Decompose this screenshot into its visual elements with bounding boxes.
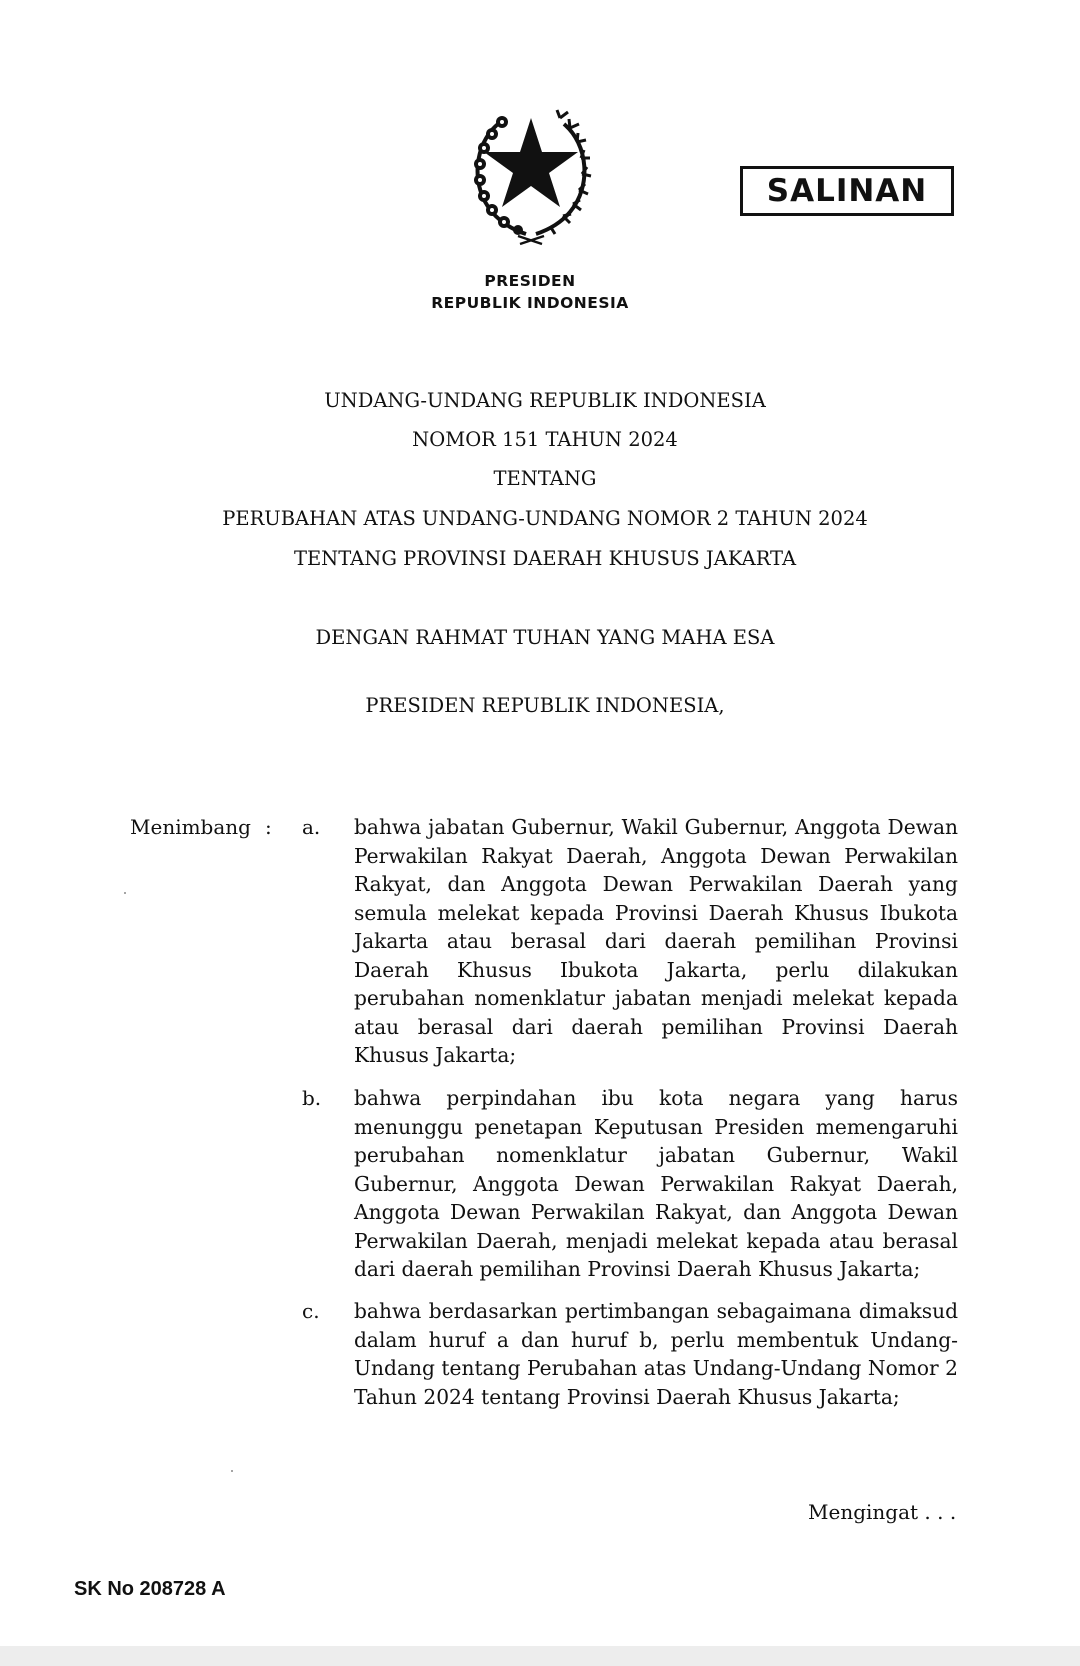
- considerations-label: Menimbang: [130, 815, 251, 839]
- copy-stamp: SALINAN: [740, 166, 954, 216]
- law-about: TENTANG: [493, 467, 597, 490]
- presidential-emblem-icon: [456, 100, 606, 250]
- scan-speck: [124, 892, 126, 894]
- considerations-colon: :: [265, 815, 272, 839]
- item-letter-a: a.: [302, 815, 321, 839]
- org-name-line1: PRESIDEN: [484, 272, 576, 290]
- law-subject-line2: TENTANG PROVINSI DAERAH KHUSUS JAKARTA: [293, 547, 797, 570]
- consideration-item-c: bahwa berdasarkan pertimbangan sebagaimana dimaksud dalam huruf a dan huruf b, perlu membentuk Undang-Undang tentang Perubahan atas Undang-Undang Nomor 2 Tahun 2024 tentang Provinsi Daerah Khusus Jakarta;: [354, 1299, 958, 1409]
- issuer: PRESIDEN REPUBLIK INDONESIA,: [365, 694, 725, 717]
- scan-speck: [231, 1470, 233, 1472]
- consideration-item-a: bahwa jabatan Gubernur, Wakil Gubernur, Anggota Dewan Perwakilan Rakyat Daerah, Anggota Dewan Perwakilan Rakyat, dan Anggota Dewan Perwakilan Daerah yang semula melekat kepada Provinsi Daerah Khusus Ibukota Jakarta atau berasal dari daerah pemilihan Provinsi Daerah Khusus Ibukota Jakarta, perlu dilakukan perubahan nomenklatur jabatan menjadi melekat kepada atau berasal dari daerah pemilihan Provinsi Daerah Khusus Jakarta;: [354, 815, 958, 1067]
- item-letter-b: b.: [302, 1086, 322, 1110]
- org-name-line2: REPUBLIK INDONESIA: [431, 294, 629, 312]
- item-letter-c: c.: [302, 1299, 320, 1323]
- consideration-item-b: bahwa perpindahan ibu kota negara yang harus menunggu penetapan Keputusan Presiden memengaruhi perubahan nomenklatur jabatan Gubernur, Wakil Gubernur, Anggota Dewan Perwakilan Rakyat Daerah, Anggota Dewan Perwakilan Rakyat, dan Anggota Dewan Perwakilan Daerah, menjadi melekat kepada atau berasal dari daerah pemilihan Provinsi Daerah Khusus Jakarta;: [354, 1086, 958, 1281]
- document-code: SK No 208728 A: [74, 1578, 226, 1600]
- continuation-marker: Mengingat . . .: [808, 1500, 957, 1524]
- invocation: DENGAN RAHMAT TUHAN YANG MAHA ESA: [315, 626, 775, 649]
- law-number: NOMOR 151 TAHUN 2024: [412, 428, 678, 451]
- law-subject-line1: PERUBAHAN ATAS UNDANG-UNDANG NOMOR 2 TAHUN 2024: [222, 507, 868, 530]
- law-title-line1: UNDANG-UNDANG REPUBLIK INDONESIA: [324, 389, 766, 412]
